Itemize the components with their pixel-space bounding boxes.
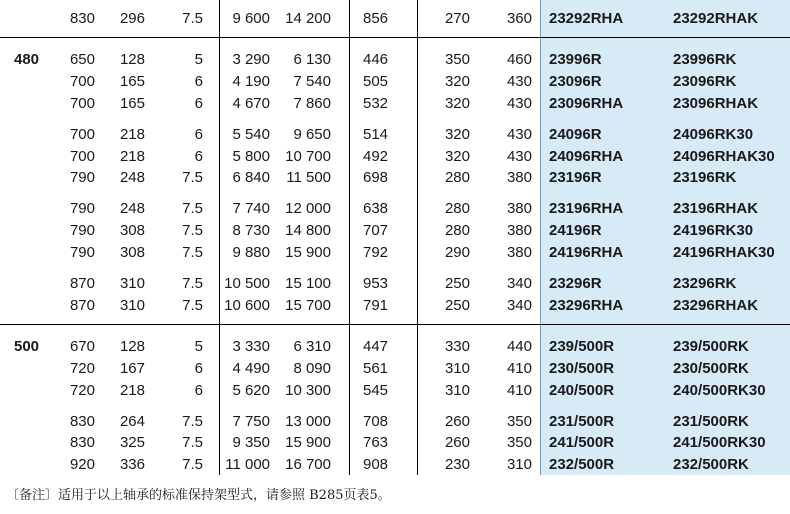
cell-brg1: 232/500R: [549, 456, 615, 473]
cell-r: 5: [194, 338, 203, 355]
cell-r: 6: [194, 360, 203, 377]
cell-cr: 5 620: [232, 382, 270, 399]
cell-brg2: 24196RHAK30: [673, 244, 775, 261]
cell-brg2: 24196RK30: [673, 222, 754, 239]
cell-c0r: 13 000: [285, 413, 331, 430]
cell-brg2: 23196RK: [673, 169, 737, 186]
cell-n1: 290: [444, 244, 470, 261]
cell-pu: 698: [363, 169, 389, 186]
cell-r: 7.5: [182, 169, 203, 186]
cell-brg1: 24196RHA: [549, 244, 624, 261]
cell-d: 700: [69, 95, 95, 112]
cell-n1: 270: [444, 10, 470, 27]
cell-brg2: 239/500RK: [673, 338, 749, 355]
cell-brg1: 24196R: [549, 222, 602, 239]
cell-pu: 492: [363, 148, 389, 165]
cell-d: 830: [69, 434, 95, 451]
cell-b: 248: [119, 169, 145, 186]
cell-r: 6: [194, 382, 203, 399]
cell-brg2: 23292RHAK: [673, 10, 759, 27]
cell-d: 790: [69, 200, 95, 217]
cell-n1: 280: [444, 222, 470, 239]
cell-d: 700: [69, 148, 95, 165]
cell-brg1: 23296RHA: [549, 297, 624, 314]
cell-brg2: 23996RK: [673, 51, 737, 68]
cell-c0r: 15 900: [285, 434, 331, 451]
cell-r: 7.5: [182, 244, 203, 261]
cell-n2: 430: [506, 73, 532, 90]
cell-cr: 9 350: [232, 434, 270, 451]
cell-brg1: 231/500R: [549, 413, 615, 430]
cell-brg1: 23292RHA: [549, 10, 624, 27]
table-row: [0, 198, 790, 220]
cell-pu: 763: [363, 434, 389, 451]
cell-b: 167: [119, 360, 145, 377]
cell-b: 310: [119, 275, 145, 292]
cell-cr: 7 750: [232, 413, 270, 430]
cell-d: 700: [69, 126, 95, 143]
cell-r: 6: [194, 148, 203, 165]
table-row: [0, 380, 790, 402]
group-divider: [0, 324, 790, 325]
table-row: [0, 220, 790, 242]
cell-b: 248: [119, 200, 145, 217]
cell-r: 7.5: [182, 413, 203, 430]
cell-brg2: 23196RHAK: [673, 200, 759, 217]
cell-brg2: 23096RK: [673, 73, 737, 90]
cell-brg1: 240/500R: [549, 382, 615, 399]
cell-pu: 953: [363, 275, 389, 292]
cell-c0r: 7 540: [293, 73, 331, 90]
cell-pu: 561: [363, 360, 389, 377]
cell-r: 6: [194, 73, 203, 90]
cell-d: 670: [69, 338, 95, 355]
cell-cr: 8 730: [232, 222, 270, 239]
cell-pu: 447: [363, 338, 389, 355]
cell-c0r: 9 650: [293, 126, 331, 143]
table-row: [0, 124, 790, 146]
cell-cr: 5 540: [232, 126, 270, 143]
cell-brg1: 23196R: [549, 169, 602, 186]
table-row: [0, 49, 790, 71]
cell-c0r: 10 300: [285, 382, 331, 399]
cell-c0r: 15 100: [285, 275, 331, 292]
cell-n1: 320: [444, 95, 470, 112]
cell-n2: 430: [506, 126, 532, 143]
cell-n2: 380: [506, 200, 532, 217]
cell-b: 128: [119, 338, 145, 355]
cell-brg2: 230/500RK: [673, 360, 749, 377]
cell-pu: 856: [363, 10, 389, 27]
cell-brg1: 241/500R: [549, 434, 615, 451]
cell-n2: 430: [506, 95, 532, 112]
cell-pu: 532: [363, 95, 389, 112]
cell-c0r: 14 200: [285, 10, 331, 27]
table-row: [0, 454, 790, 476]
cell-n2: 380: [506, 169, 532, 186]
cell-b: 165: [119, 95, 145, 112]
cell-r: 7.5: [182, 434, 203, 451]
cell-d: 700: [69, 73, 95, 90]
cell-n2: 460: [506, 51, 532, 68]
cell-b: 218: [119, 148, 145, 165]
cell-brg2: 241/500RK30: [673, 434, 766, 451]
table-row: [0, 167, 790, 189]
cell-brg2: 231/500RK: [673, 413, 749, 430]
cell-b: 310: [119, 297, 145, 314]
cell-n2: 360: [506, 10, 532, 27]
cell-n1: 320: [444, 126, 470, 143]
cell-r: 7.5: [182, 200, 203, 217]
table-row: [0, 71, 790, 93]
table-row: [0, 242, 790, 264]
cell-n2: 440: [506, 338, 532, 355]
cell-n2: 310: [506, 456, 532, 473]
cell-cr: 9 600: [232, 10, 270, 27]
cell-n2: 410: [506, 360, 532, 377]
cell-brg1: 24096R: [549, 126, 602, 143]
cell-cr: 4 490: [232, 360, 270, 377]
cell-pu: 908: [363, 456, 389, 473]
cell-n2: 340: [506, 297, 532, 314]
cell-d: 650: [69, 51, 95, 68]
cell-c0r: 11 500: [286, 169, 331, 186]
table-row: [0, 358, 790, 380]
cell-b: 336: [119, 456, 145, 473]
cell-cr: 4 670: [232, 95, 270, 112]
cell-n1: 260: [444, 413, 470, 430]
cell-n1: 260: [444, 434, 470, 451]
cell-b: 325: [119, 434, 145, 451]
cell-brg2: 23096RHAK: [673, 95, 759, 112]
cell-pu: 545: [363, 382, 389, 399]
cell-b: 218: [119, 382, 145, 399]
cell-pu: 505: [363, 73, 389, 90]
cell-n1: 330: [444, 338, 470, 355]
cell-c0r: 6 130: [293, 51, 331, 68]
cell-brg1: 24096RHA: [549, 148, 624, 165]
cell-c0r: 14 800: [285, 222, 331, 239]
cell-c0r: 6 310: [293, 338, 331, 355]
cell-b: 128: [119, 51, 145, 68]
cell-n1: 230: [444, 456, 470, 473]
cell-n2: 350: [506, 413, 532, 430]
cell-n1: 350: [444, 51, 470, 68]
cell-d: 790: [69, 222, 95, 239]
table-row: [0, 93, 790, 115]
cell-pu: 792: [363, 244, 389, 261]
cell-brg2: 24096RK30: [673, 126, 754, 143]
cell-n1: 250: [444, 275, 470, 292]
table-row: [0, 432, 790, 454]
cell-brg1: 230/500R: [549, 360, 615, 377]
cell-n1: 280: [444, 200, 470, 217]
cell-pu: 446: [363, 51, 389, 68]
cell-brg1: 23196RHA: [549, 200, 624, 217]
cell-d: 830: [69, 10, 95, 27]
cell-d: 790: [69, 169, 95, 186]
cell-c0r: 8 090: [293, 360, 331, 377]
cell-d: 720: [69, 360, 95, 377]
cell-c0r: 7 860: [293, 95, 331, 112]
cell-d: 920: [69, 456, 95, 473]
cell-d: 870: [69, 297, 95, 314]
table-row: [0, 411, 790, 433]
cell-c0r: 16 700: [285, 456, 331, 473]
cell-pu: 707: [363, 222, 389, 239]
cell-d: 720: [69, 382, 95, 399]
cell-brg1: 239/500R: [549, 338, 615, 355]
cell-brg1: 23096R: [549, 73, 602, 90]
cell-n2: 380: [506, 244, 532, 261]
cell-c0r: 15 900: [285, 244, 331, 261]
group-divider: [0, 37, 790, 38]
cell-brg1: 23296R: [549, 275, 602, 292]
cell-r: 6: [194, 126, 203, 143]
cell-n1: 250: [444, 297, 470, 314]
cell-n1: 310: [444, 360, 470, 377]
cell-d: 870: [69, 275, 95, 292]
cell-n2: 380: [506, 222, 532, 239]
cell-cr: 10 600: [224, 297, 270, 314]
cell-b: 165: [119, 73, 145, 90]
cell-n2: 410: [506, 382, 532, 399]
cell-d: 790: [69, 244, 95, 261]
cell-brg2: 240/500RK30: [673, 382, 766, 399]
cell-n2: 340: [506, 275, 532, 292]
table-row: [0, 273, 790, 295]
cell-cr: 3 330: [232, 338, 270, 355]
table-row: [0, 336, 790, 358]
cell-cr: 10 500: [224, 275, 270, 292]
cell-brg1: 23996R: [549, 51, 602, 68]
cell-c0r: 10 700: [285, 148, 331, 165]
cell-r: 7.5: [182, 222, 203, 239]
footnote: 〔备注〕适用于以上轴承的标准保持架型式，请参照 B285页表5。: [6, 488, 391, 503]
cell-pu: 638: [363, 200, 389, 217]
cell-r: 5: [194, 51, 203, 68]
cell-c0r: 15 700: [285, 297, 331, 314]
cell-b: 218: [119, 126, 145, 143]
cell-b: 264: [119, 413, 145, 430]
table-row: [0, 295, 790, 317]
cell-brg2: 24096RHAK30: [673, 148, 775, 165]
cell-cr: 11 000: [225, 456, 270, 473]
cell-r: 6: [194, 95, 203, 112]
cell-c0r: 12 000: [285, 200, 331, 217]
table-row: [0, 146, 790, 168]
cell-cr: 3 290: [232, 51, 270, 68]
table-row: [0, 8, 790, 30]
cell-pu: 514: [363, 126, 389, 143]
cell-brg1: 23096RHA: [549, 95, 624, 112]
cell-r: 7.5: [182, 275, 203, 292]
cell-brg2: 232/500RK: [673, 456, 749, 473]
cell-b: 308: [119, 222, 145, 239]
cell-b: 296: [119, 10, 145, 27]
cell-pu: 791: [363, 297, 389, 314]
cell-d: 830: [69, 413, 95, 430]
cell-pu: 708: [363, 413, 389, 430]
cell-r: 7.5: [182, 10, 203, 27]
cell-r: 7.5: [182, 297, 203, 314]
cell-n1: 320: [444, 148, 470, 165]
cell-r: 7.5: [182, 456, 203, 473]
bore-diameter-group-label: 500: [14, 338, 40, 355]
cell-cr: 9 880: [232, 244, 270, 261]
bore-diameter-group-label: 480: [14, 51, 40, 68]
cell-brg2: 23296RK: [673, 275, 737, 292]
cell-cr: 7 740: [232, 200, 270, 217]
cell-n2: 350: [506, 434, 532, 451]
cell-b: 308: [119, 244, 145, 261]
cell-n1: 320: [444, 73, 470, 90]
cell-n1: 310: [444, 382, 470, 399]
cell-cr: 6 840: [232, 169, 270, 186]
cell-n1: 280: [444, 169, 470, 186]
cell-brg2: 23296RHAK: [673, 297, 759, 314]
cell-cr: 5 800: [232, 148, 270, 165]
cell-n2: 430: [506, 148, 532, 165]
cell-cr: 4 190: [232, 73, 270, 90]
